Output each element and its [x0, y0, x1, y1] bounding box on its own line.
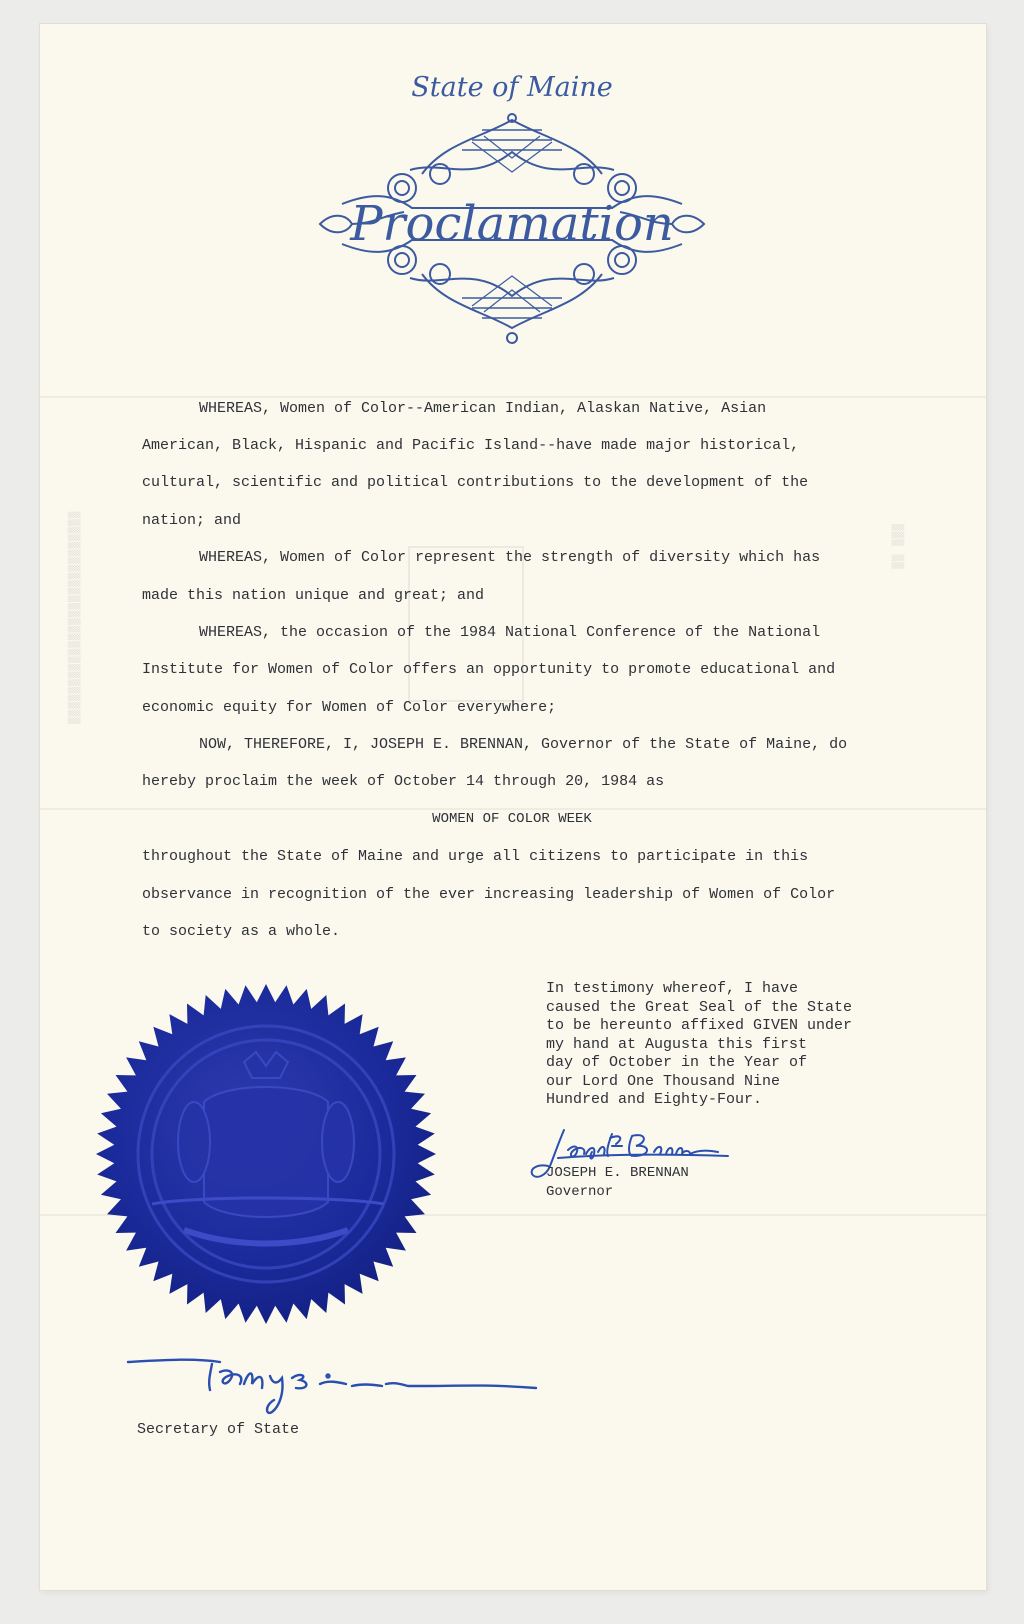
secretary-signature [124, 1348, 544, 1420]
proclamation-title: Proclamation [350, 196, 674, 252]
bleed-through-text: ▒▒▒▒▒▒▒▒▒▒▒▒▒▒▒▒▒▒▒▒▒▒▒▒▒▒▒▒ [68, 510, 81, 724]
body-line: WHEREAS, Women of Color represent the strength of diversity which has [199, 549, 821, 566]
body-line: American, Black, Hispanic and Pacific Island--have made major historical, [142, 437, 800, 454]
body-line: NOW, THEREFORE, I, JOSEPH E. BRENNAN, Governor of the State of Maine, do [199, 736, 848, 753]
bleed-through-text: ▒▒▒ ▒▒ [891, 524, 904, 570]
state-heading: State of Maine [411, 72, 613, 103]
proclaimed-week-title: WOMEN OF COLOR WEEK [432, 811, 592, 827]
body-line: nation; and [142, 512, 242, 529]
governor-title: Governor [546, 1184, 614, 1200]
testimony-line: my hand at Augusta this first [546, 1035, 808, 1053]
body-line: cultural, scientific and political contributions to the development of the [142, 474, 809, 491]
testimony-line: In testimony whereof, I have [546, 980, 799, 997]
body-line: WHEREAS, the occasion of the 1984 National Conference of the National [199, 624, 821, 641]
fold-line [40, 808, 986, 810]
body-line: WHEREAS, Women of Color--American Indian, Alaskan Native, Asian [199, 400, 767, 417]
secretary-title: Secretary of State [137, 1421, 300, 1438]
great-seal [94, 982, 438, 1326]
testimony-line: Hundred and Eighty-Four. [546, 1091, 763, 1108]
testimony-line: our Lord One Thousand Nine [546, 1072, 781, 1090]
body-line: economic equity for Women of Color everywhere; [142, 699, 557, 716]
proclamation-ornament [312, 112, 712, 348]
testimony-line: day of October in the Year of [546, 1054, 808, 1071]
testimony-line: caused the Great Seal of the State [546, 998, 853, 1016]
fold-line [40, 396, 986, 398]
body-line: Institute for Women of Color offers an opportunity to promote educational and [142, 661, 836, 678]
testimony-block [546, 980, 852, 1110]
body-line: observance in recognition of the ever increasing leadership of Women of Color [142, 886, 836, 903]
body-line: to society as a whole. [142, 923, 341, 940]
governor-name: JOSEPH E. BRENNAN [546, 1165, 689, 1181]
body-line: throughout the State of Maine and urge all citizens to participate in this [142, 848, 809, 865]
body-line: made this nation unique and great; and [142, 587, 485, 604]
body-line: hereby proclaim the week of October 14 through 20, 1984 as [142, 773, 665, 790]
testimony-line: to be hereunto affixed GIVEN under [546, 1017, 853, 1034]
